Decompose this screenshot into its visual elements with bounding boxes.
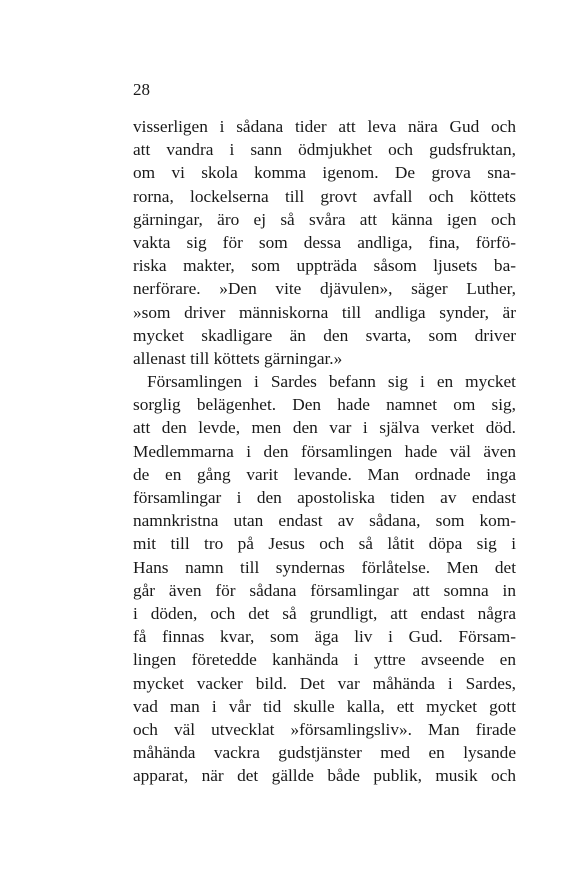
text-line: mycket skadligare än den svarta, som driver bbox=[133, 325, 516, 345]
text-line: går även för sådana församlingar att somna in bbox=[133, 580, 516, 600]
text-line: nerförare. »Den vite djävulen», säger Luther, bbox=[133, 279, 516, 299]
text-line: Församlingen i Sardes befann sig i en mycket bbox=[147, 372, 516, 392]
text-line: Hans namn till syndernas förlåtelse. Men det bbox=[133, 557, 516, 577]
text-line: apparat, när det gällde både publik, musik och bbox=[133, 766, 516, 786]
page-number: 28 bbox=[133, 80, 150, 99]
text-line: få finnas kvar, som äga liv i Gud. Försam- bbox=[133, 627, 516, 647]
text-line: måhända vackra gudstjänster med en lysande bbox=[133, 743, 516, 763]
text-line: visserligen i sådana tider att leva nära Gud och bbox=[133, 117, 516, 136]
text-line: om vi skola komma igenom. De grova sna- bbox=[133, 163, 516, 183]
text-line: riska makter, som uppträda såsom ljusets ba- bbox=[133, 256, 516, 276]
text-line: de en gång varit levande. Man ordnade inga bbox=[133, 464, 516, 484]
text-line: att vandra i sann ödmjukhet och gudsfruktan, bbox=[133, 140, 516, 160]
text-line: vad man i vår tid skulle kalla, ett mycket gott bbox=[133, 696, 516, 716]
text-line: att den levde, men den var i själva verket död. bbox=[133, 418, 516, 438]
text-line: sorglig belägenhet. Den hade namnet om sig, bbox=[133, 395, 516, 415]
text-line: lingen företedde kanhända i yttre avseende en bbox=[133, 650, 516, 670]
body-text bbox=[133, 115, 516, 787]
text-line: namnkristna utan endast av sådana, som kom- bbox=[133, 511, 516, 531]
text-line: församlingar i den apostoliska tiden av endast bbox=[133, 488, 516, 507]
text-line: allenast till köttets gärningar.» bbox=[133, 348, 343, 368]
text-line: Medlemmarna i den församlingen hade väl även bbox=[133, 441, 516, 461]
text-line: mit till tro på Jesus och så låtit döpa sig i bbox=[133, 534, 516, 554]
text-line: i döden, och det så grundligt, att endast några bbox=[133, 603, 516, 623]
text-line: rorna, lockelserna till grovt avfall och köttets bbox=[133, 186, 516, 206]
text-line: gärningar, äro ej så svåra att känna igen och bbox=[133, 209, 516, 229]
text-line: mycket vacker bild. Det var måhända i Sardes, bbox=[133, 673, 516, 693]
text-line: vakta sig för som dessa andliga, fina, förfö- bbox=[133, 232, 516, 252]
text-line: »som driver människorna till andliga synder, är bbox=[133, 302, 516, 322]
text-line: och väl utvecklat »församlingsliv». Man firade bbox=[133, 719, 516, 739]
